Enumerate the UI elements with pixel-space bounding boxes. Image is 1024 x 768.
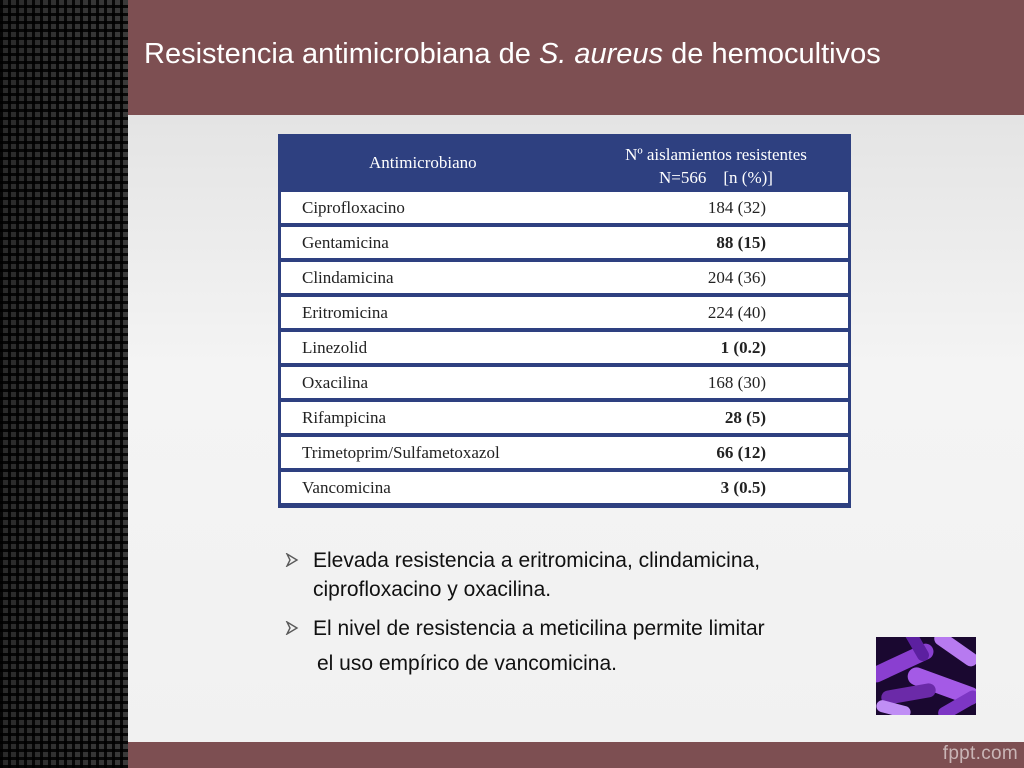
antimicrobial-name: Oxacilina <box>302 373 369 392</box>
antimicrobial-name: Clindamicina <box>302 268 394 287</box>
title-band <box>128 0 1024 115</box>
bullet-text-cont: ciprofloxacino y oxacilina. <box>313 578 552 601</box>
antimicrobial-name: Rifampicina <box>302 408 387 427</box>
antimicrobial-name: Trimetoprim/Sulfametoxazol <box>302 443 500 462</box>
footer-brand: fppt.com <box>942 743 1018 764</box>
bullet-item <box>285 614 875 643</box>
resistance-value: 1 (0.2) <box>720 338 766 357</box>
bullet-item <box>285 546 875 604</box>
resistance-value: 204 (36) <box>707 268 766 287</box>
resistance-value: 184 (32) <box>707 198 766 217</box>
antimicrobial-name: Ciprofloxacino <box>302 198 405 217</box>
resistance-value: 3 (0.5) <box>720 478 766 497</box>
arrow-bullet-icon <box>285 553 299 567</box>
bullet-text: El nivel de resistencia a meticilina permite limitar <box>313 617 765 640</box>
header-aislamientos: Nº aislamientos resistentes N=566 [n (%)] <box>625 145 807 187</box>
table-row <box>281 332 848 363</box>
footer-band <box>128 742 1024 768</box>
slide-title: Resistencia antimicrobiana de S. aureus de hemocultivos <box>144 38 881 70</box>
header-antimicrobiano: Antimicrobiano <box>369 153 477 172</box>
bacteria-image <box>876 637 976 715</box>
table-header <box>281 134 848 192</box>
table-row <box>281 437 848 468</box>
table-row <box>281 367 848 398</box>
table-row <box>281 262 848 293</box>
antimicrobial-name: Gentamicina <box>302 233 389 252</box>
table-body <box>281 192 848 503</box>
bullet-list <box>285 546 875 678</box>
resistance-value: 168 (30) <box>707 373 766 392</box>
table-row <box>281 192 848 223</box>
resistance-value: 224 (40) <box>707 303 766 322</box>
antimicrobial-name: Eritromicina <box>302 303 388 322</box>
bullet-text: Elevada resistencia a eritromicina, clindamicina, <box>313 549 761 572</box>
table-row <box>281 472 848 503</box>
resistance-value: 28 (5) <box>724 408 766 427</box>
resistance-table <box>278 134 851 508</box>
bullet-text-cont: el uso empírico de vancomicina. <box>317 652 617 675</box>
arrow-bullet-icon <box>285 621 299 635</box>
resistance-value: 88 (15) <box>716 233 766 252</box>
antimicrobial-name: Linezolid <box>302 338 368 357</box>
table-row <box>281 402 848 433</box>
table-row <box>281 297 848 328</box>
table-row <box>281 227 848 258</box>
resistance-value: 66 (12) <box>716 443 766 462</box>
decorative-grid-strip <box>0 0 128 768</box>
species-name: S. aureus <box>538 38 664 70</box>
antimicrobial-name: Vancomicina <box>302 478 391 497</box>
